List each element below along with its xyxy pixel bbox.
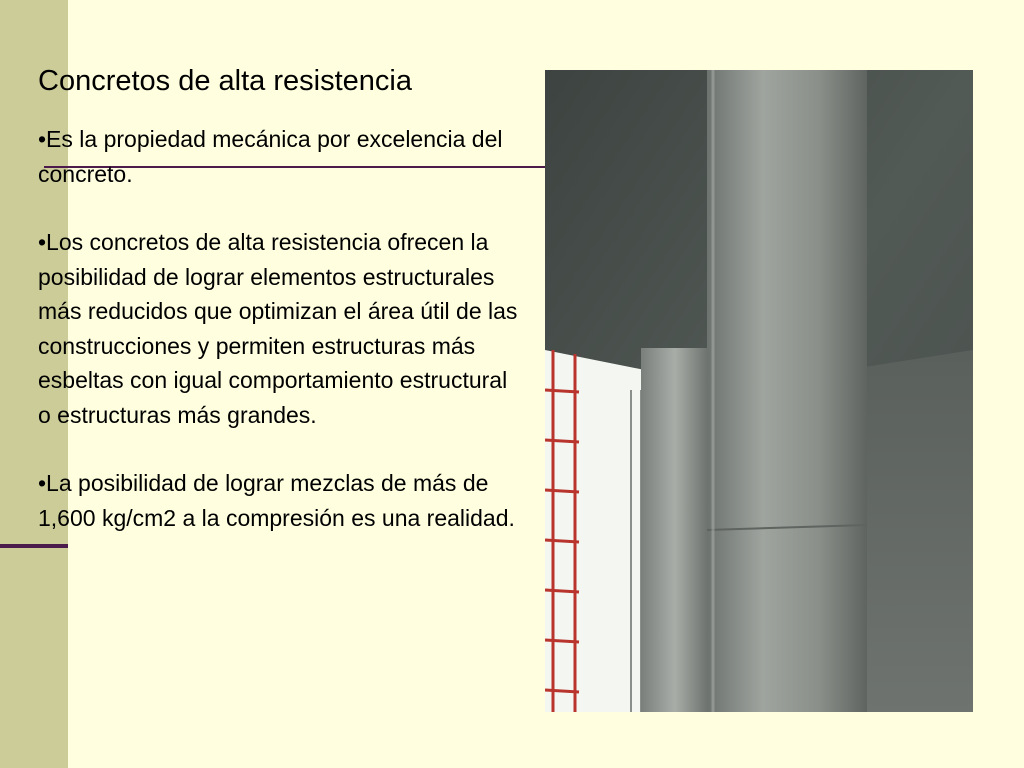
bullet-2: •Los concretos de alta resistencia ofrecen la posibilidad de lograr elementos estructurales más reducidos que optimizan el área útil de las construcciones y permiten estructuras más esbeltas con igual comportamiento estructural o estructuras más grandes. [38,229,518,428]
slide-text-block [38,62,518,569]
bullet-3: •La posibilidad de lograr mezclas de más de 1,600 kg/cm2 a la compresión es una realidad. [38,470,515,531]
concrete-columns-photo [545,70,973,712]
slide-title: Concretos de alta resistencia [38,65,412,97]
bullet-1: •Es la propiedad mecánica por excelencia del concreto. [38,126,503,187]
